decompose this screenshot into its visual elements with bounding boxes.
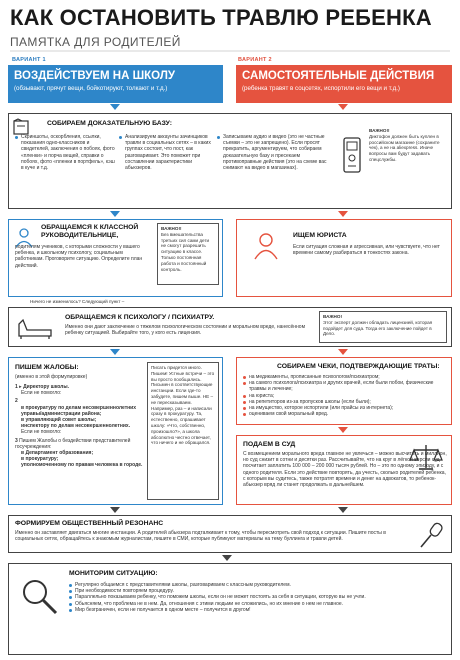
evidence-item: Записываем аудио и видео (это не частные съемки – это не запрещено). Если просят прекратить, аргументируем, что собираем доказательную базу и пресекаем противоправные действия (это на схеме вас снимают на видео в магазинах).: [217, 134, 337, 171]
monitoring-item: Мир безграничен, если не получается в одном месте – получится в другом!: [69, 607, 447, 613]
complaint-target: в прокуратуру по делам несовершеннолетних управы/администрации района;: [21, 404, 137, 417]
teacher-note: [157, 223, 219, 285]
variant-2-subtitle: (ребенка травят в соцсетях, испортили его вещи и т.д.): [242, 85, 400, 92]
arrow-down-icon: [110, 104, 120, 110]
variant-2-banner: [236, 65, 452, 103]
complaint-target: в управляющий совет школы;: [21, 417, 97, 424]
complaints-steps: 1 ▸ Директору школы. Если не помогло: 2 в прокуратуру по делам несовершеннолетних управы/администрации района; в управляющий совет школы; инспектору по делам несовершеннолетних. Если не помогло: 3 Пишем Жалобы о бездействии представителей госучреждения: в Департамент образования; в прокуратуру; уполномоченному по правам человека в городе.: [15, 384, 143, 469]
court-heading: ПОДАЕМ В СУД: [243, 441, 296, 448]
arrow-down-icon: [338, 507, 348, 513]
teacher-section: [8, 219, 223, 297]
psych-note-text: Этот эксперт должен обладать лицензией, которая подойдет для суда. Тогда его заключение пойдет в Дело.: [323, 319, 433, 337]
complaint-target: в Департамент образования;: [21, 450, 94, 457]
variant-1-banner: [8, 65, 223, 103]
monitoring-item: При необходимости повторяем процедуру.: [69, 588, 447, 594]
arrow-down-icon: [338, 211, 348, 217]
arrow-down-icon: [222, 555, 232, 561]
complaints-section: [8, 357, 223, 505]
monitoring-item: Регулярно общаемся с представителями школы, разговариваем с классным руководителем.: [69, 582, 447, 588]
magnifier-icon: [19, 576, 59, 616]
court-section: [236, 435, 452, 505]
evidence-section: [8, 113, 452, 209]
resonance-text: Именно он заставляет двигаться многие инстанции. А родителей абьюзера подталкивает к тому, чтобы пересмотреть свой подход к ситуации. Пишите посты в социальных сетях, обращайтесь к знакомым журналистам, пишите в СМИ, которые публикуют материалы на тему буллинга и травли детей.: [15, 530, 386, 543]
complaints-note: [147, 362, 219, 500]
resonance-section: [8, 515, 452, 553]
complaints-intro: (именно в этой формулировке): [15, 374, 88, 380]
variant-2-title: САМОСТОЯТЕЛЬНЫЕ ДЕЙСТВИЯ: [242, 70, 435, 82]
receipts-section: [236, 357, 452, 425]
arrow-down-icon: [338, 427, 348, 433]
next-step-text: Ничего не изменилось? Следующий пункт –: [30, 299, 125, 304]
if-no-help: Если не помогло:: [21, 390, 62, 397]
lawyer-section: [236, 219, 452, 297]
variant-1-title: ВОЗДЕЙСТВУЕМ НА ШКОЛУ: [14, 70, 176, 82]
evidence-note-text: Диктофон должен быть куплен в российском магазине (сохраните чек), а не на aliexpress. Иначе вопросы вам будут задавать спецслужбы.: [369, 133, 440, 162]
lawyer-heading: ИЩЕМ ЮРИСТА: [293, 232, 347, 239]
psych-text: Именно они дают заключение о тяжелом психологическом состоянии и моральном вреде, нанесённом ребенку ситуацией. Выбирайте того, у кого есть лицензия.: [65, 324, 305, 337]
page-subtitle: ПАМЯТКА ДЛЯ РОДИТЕЛЕЙ: [10, 35, 181, 49]
psych-heading: ОБРАЩАЕМСЯ К ПСИХОЛОГУ / ПСИХИАТРУ.: [65, 314, 215, 321]
complaint-step-3: Пишем Жалобы о бездействии представителей госучреждения:: [15, 437, 131, 450]
evidence-heading: СОБИРАЕМ ДОКАЗАТЕЛЬНУЮ БАЗУ:: [47, 120, 172, 127]
if-no-help: Если не помогло:: [21, 429, 62, 436]
monitoring-section: [8, 563, 452, 655]
complaint-target: инспектору по делам несовершеннолетних.: [21, 423, 131, 430]
page-title: КАК ОСТАНОВИТЬ ТРАВЛЮ РЕБЕНКА: [10, 5, 432, 30]
microphone-icon: [417, 521, 445, 549]
complaints-note-text: Писать придется много. Пишем! Устные встречи – это вы просто пообщались. Письмен в соответствующие инстанции. Если где-то забудете, пишем выше. НЕ – не пересказываем. Например, раз – и написали сразу в прокуратуру. Та, естественно, спрашивает школу: «Что, собственно, произошло?», а школа абсолютно честно отвечает, что ничего и не обращался.: [151, 365, 215, 446]
teacher-heading: ОБРАЩАЕМСЯ К КЛАССНОЙ РУКОВОДИТЕЛЬНИЦЕ,: [41, 224, 139, 239]
evidence-item: Анализируем аккаунты зачинщиков травли в социальных сетях – в каких группах состоит, что пост, как разговаривает. Это поможет при составлении характеристики абьюзеров.: [119, 134, 215, 171]
monitoring-heading: МОНИТОРИМ СИТУАЦИЮ:: [69, 570, 158, 577]
monitoring-item: Параллельно показываем ребенку, что поможем школы, если он не может постоять за себя в ситуации, которую вы не учли.: [69, 594, 447, 600]
psych-section: [8, 307, 452, 347]
lawyer-icon: [251, 230, 281, 260]
receipt-item: на самого психолога/психиатра и других врачей, если были побои, физические травмы и лечение;: [243, 380, 447, 392]
arrow-down-icon: [338, 349, 348, 355]
receipt-item: оцениваем свой моральный вред.: [243, 411, 447, 417]
variant-1-subtitle: (обзывают, прячут вещи, бойкотируют, толкают и т.д.): [14, 85, 168, 92]
evidence-item: Скриншоты, оскорбления, ссылки, показания одно-классников и свидетелей, заключения о побоях, фото «пленки» и порча вещей, справки о побоях, фото «пленки в портфель», кэш в куче и т.д.: [15, 134, 117, 171]
arrow-down-icon: [110, 507, 120, 513]
receipt-item: на юриста;: [243, 393, 447, 399]
resonance-heading: ФОРМИРУЕМ ОБЩЕСТВЕННЫЙ РЕЗОНАНС: [15, 520, 164, 527]
recorder-icon: [341, 136, 363, 176]
psych-note: [319, 311, 447, 343]
court-text: С возмещением морального вреда главное не увлечься – можно высчитать и миллион, но суд снизит в сотни и десятки раз. Рассчитывайте, что на круг в лёгкой версии суд посчитает заплатить 100 000 – 200 000 тысяч рублей. Но – это по одному эпизоду, и с одного родителя. Если это действие повторять, да учесть, сколько родителей ребенка, с которым вы судитесь, также потратят времени и денег на адвокатов, то ребенок-абьюзер вряд ли станет продолжать в дальнейшем.: [243, 451, 447, 489]
evidence-note: [369, 128, 449, 163]
teacher-note-text: Без вмешательства третьих сил сами дети не смогут разрешить ситуацию в классе. Только постоянная работа и постоянный контроль.: [161, 231, 210, 272]
complaints-heading: ПИШЕМ ЖАЛОБЫ:: [15, 364, 79, 371]
lawyer-text: Если ситуация сложная и агрессивная, или чувствуете, что нет времени самому разбираться в тонкостях закона.: [293, 244, 440, 257]
receipts-heading: СОБИРАЕМ ЧЕКИ, ПОДТВЕРЖДАЮЩИЕ ТРАТЫ:: [277, 363, 440, 370]
receipt-item: на медикаменты, прописанные психологом/психиатром;: [243, 374, 447, 380]
complaint-target: уполномоченному по правам человека в городе.: [21, 462, 143, 469]
teacher-note-title: ВАЖНО!!: [161, 226, 182, 231]
monitoring-item: Обьясняем, что проблема не в нем. Да, отношения с этими людьми не сложились, но их мнение о нем не главное.: [69, 601, 447, 607]
complaint-target: в прокуратуру;: [21, 456, 59, 463]
complaint-step-1: Директору школы.: [23, 384, 70, 390]
couch-icon: [17, 314, 53, 340]
psych-note-title: ВАЖНО!: [323, 314, 342, 319]
arrow-down-icon: [110, 349, 120, 355]
variant-1-label: ВАРИАНТ 1: [12, 57, 46, 63]
evidence-note-title: ВАЖНО!!: [369, 128, 390, 133]
receipt-item: на репетиторов из-за пропусков школы (если были);: [243, 399, 447, 405]
variant-2-label: ВАРИАНТ 2: [238, 57, 272, 63]
arrow-down-icon: [110, 211, 120, 217]
header-divider: [10, 50, 450, 52]
teacher-text: родителям учеников, с которыми сложности у вашего ребенка, и школьному психологу, социальным работникам. Проговорите ситуацию. Определите план действий.: [15, 244, 143, 269]
receipt-item: на имущество, которое испортили (или прайсы из интернета);: [243, 405, 447, 411]
arrow-down-icon: [338, 104, 348, 110]
